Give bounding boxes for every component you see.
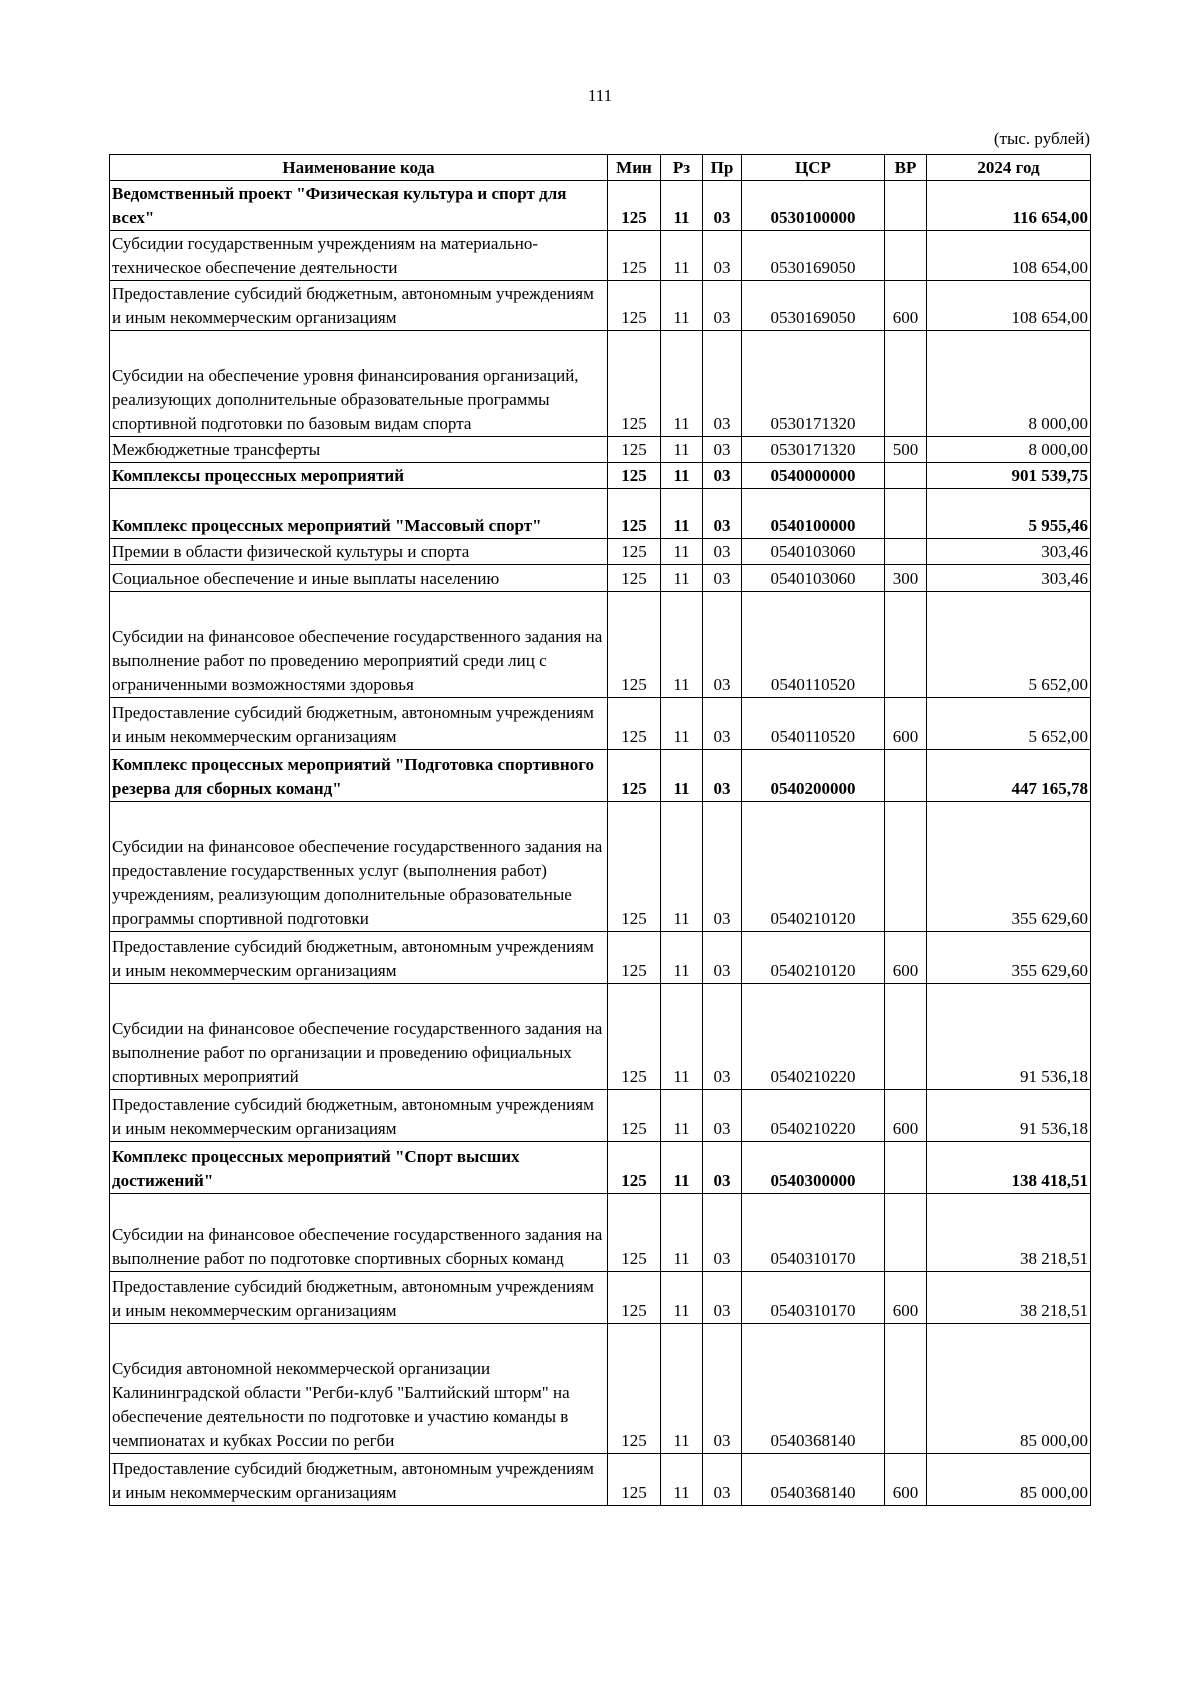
cell-rz: 11 xyxy=(661,539,703,565)
cell-sum: 355 629,60 xyxy=(927,802,1091,932)
header-name: Наименование кода xyxy=(110,155,608,181)
cell-rz: 11 xyxy=(661,231,703,281)
cell-pr: 03 xyxy=(703,539,742,565)
cell-csr: 0530171320 xyxy=(742,331,885,437)
table-row xyxy=(110,1454,1091,1506)
cell-pr: 03 xyxy=(703,331,742,437)
cell-min: 125 xyxy=(608,281,661,331)
table-row xyxy=(110,281,1091,331)
cell-pr: 03 xyxy=(703,1324,742,1454)
cell-min: 125 xyxy=(608,1142,661,1194)
table-row xyxy=(110,750,1091,802)
cell-csr: 0530169050 xyxy=(742,231,885,281)
cell-name: Субсидии на обеспечение уровня финансирования организаций, реализующих дополнительные образовательные программы спортивной подготовки по базовым видам спорта xyxy=(110,331,608,437)
cell-sum: 91 536,18 xyxy=(927,984,1091,1090)
cell-rz: 11 xyxy=(661,331,703,437)
table-row xyxy=(110,698,1091,750)
cell-name: Комплекс процессных мероприятий "Массовый спорт" xyxy=(110,489,608,539)
cell-csr: 0540310170 xyxy=(742,1194,885,1272)
cell-pr: 03 xyxy=(703,437,742,463)
units-label: (тыс. рублей) xyxy=(993,129,1090,148)
cell-sum: 901 539,75 xyxy=(927,463,1091,489)
cell-csr: 0540110520 xyxy=(742,592,885,698)
cell-pr: 03 xyxy=(703,1142,742,1194)
cell-name: Межбюджетные трансферты xyxy=(110,437,608,463)
cell-name: Предоставление субсидий бюджетным, автономным учреждениям и иным некоммерческим организациям xyxy=(110,1272,608,1324)
header-sum: 2024 год xyxy=(927,155,1091,181)
cell-min: 125 xyxy=(608,1324,661,1454)
cell-pr: 03 xyxy=(703,181,742,231)
cell-vr xyxy=(885,984,927,1090)
cell-pr: 03 xyxy=(703,984,742,1090)
cell-vr xyxy=(885,1142,927,1194)
table-row xyxy=(110,592,1091,698)
cell-name: Субсидии на финансовое обеспечение государственного задания на выполнение работ по проведению мероприятий среди лиц с ограниченными возможностями здоровья xyxy=(110,592,608,698)
cell-sum: 5 955,46 xyxy=(927,489,1091,539)
cell-csr: 0540368140 xyxy=(742,1324,885,1454)
page-number: 111 xyxy=(587,86,613,105)
cell-sum: 116 654,00 xyxy=(927,181,1091,231)
cell-vr xyxy=(885,750,927,802)
cell-csr: 0540210220 xyxy=(742,984,885,1090)
cell-sum: 5 652,00 xyxy=(927,698,1091,750)
cell-pr: 03 xyxy=(703,592,742,698)
cell-rz: 11 xyxy=(661,281,703,331)
table-row xyxy=(110,565,1091,592)
cell-sum: 108 654,00 xyxy=(927,231,1091,281)
cell-csr: 0540300000 xyxy=(742,1142,885,1194)
header-csr: ЦСР xyxy=(742,155,885,181)
cell-name: Предоставление субсидий бюджетным, автономным учреждениям и иным некоммерческим организациям xyxy=(110,1454,608,1506)
cell-sum: 138 418,51 xyxy=(927,1142,1091,1194)
cell-pr: 03 xyxy=(703,281,742,331)
cell-min: 125 xyxy=(608,592,661,698)
cell-vr xyxy=(885,181,927,231)
cell-pr: 03 xyxy=(703,489,742,539)
table-row xyxy=(110,1142,1091,1194)
cell-sum: 38 218,51 xyxy=(927,1194,1091,1272)
cell-csr: 0540000000 xyxy=(742,463,885,489)
cell-csr: 0540100000 xyxy=(742,489,885,539)
cell-rz: 11 xyxy=(661,1324,703,1454)
cell-min: 125 xyxy=(608,1272,661,1324)
cell-sum: 303,46 xyxy=(927,539,1091,565)
cell-rz: 11 xyxy=(661,932,703,984)
cell-rz: 11 xyxy=(661,1142,703,1194)
cell-sum: 91 536,18 xyxy=(927,1090,1091,1142)
cell-rz: 11 xyxy=(661,1090,703,1142)
cell-min: 125 xyxy=(608,750,661,802)
cell-min: 125 xyxy=(608,802,661,932)
cell-rz: 11 xyxy=(661,437,703,463)
cell-sum: 85 000,00 xyxy=(927,1454,1091,1506)
cell-name: Предоставление субсидий бюджетным, автономным учреждениям и иным некоммерческим организациям xyxy=(110,698,608,750)
table-header-row xyxy=(110,155,1091,181)
table-row xyxy=(110,489,1091,539)
table-row xyxy=(110,984,1091,1090)
cell-min: 125 xyxy=(608,1194,661,1272)
cell-min: 125 xyxy=(608,181,661,231)
cell-name: Субсидия автономной некоммерческой организации Калининградской области "Регби-клуб "Балтийский шторм" на обеспечение деятельности по подготовке и участию команды в чемпионатах и кубках России по регби xyxy=(110,1324,608,1454)
cell-vr xyxy=(885,331,927,437)
table-row xyxy=(110,231,1091,281)
cell-name: Ведомственный проект "Физическая культура и спорт для всех" xyxy=(110,181,608,231)
header-min: Мин xyxy=(608,155,661,181)
cell-csr: 0530169050 xyxy=(742,281,885,331)
cell-min: 125 xyxy=(608,331,661,437)
cell-name: Комплекс процессных мероприятий "Подготовка спортивного резерва для сборных команд" xyxy=(110,750,608,802)
cell-rz: 11 xyxy=(661,565,703,592)
cell-vr xyxy=(885,1194,927,1272)
cell-csr: 0540210220 xyxy=(742,1090,885,1142)
table-row xyxy=(110,181,1091,231)
cell-min: 125 xyxy=(608,565,661,592)
cell-sum: 108 654,00 xyxy=(927,281,1091,331)
cell-csr: 0540210120 xyxy=(742,802,885,932)
cell-vr: 600 xyxy=(885,1454,927,1506)
cell-pr: 03 xyxy=(703,932,742,984)
cell-sum: 303,46 xyxy=(927,565,1091,592)
cell-vr xyxy=(885,1324,927,1454)
cell-sum: 355 629,60 xyxy=(927,932,1091,984)
cell-vr: 600 xyxy=(885,698,927,750)
cell-name: Субсидии государственным учреждениям на материально-техническое обеспечение деятельности xyxy=(110,231,608,281)
cell-min: 125 xyxy=(608,1454,661,1506)
cell-rz: 11 xyxy=(661,592,703,698)
cell-csr: 0540103060 xyxy=(742,539,885,565)
cell-vr: 600 xyxy=(885,932,927,984)
cell-name: Предоставление субсидий бюджетным, автономным учреждениям и иным некоммерческим организациям xyxy=(110,932,608,984)
cell-rz: 11 xyxy=(661,463,703,489)
cell-pr: 03 xyxy=(703,231,742,281)
cell-rz: 11 xyxy=(661,1194,703,1272)
cell-min: 125 xyxy=(608,539,661,565)
header-pr: Пр xyxy=(703,155,742,181)
cell-vr xyxy=(885,539,927,565)
cell-vr: 600 xyxy=(885,1272,927,1324)
cell-vr xyxy=(885,231,927,281)
cell-csr: 0530100000 xyxy=(742,181,885,231)
cell-pr: 03 xyxy=(703,463,742,489)
cell-pr: 03 xyxy=(703,1272,742,1324)
cell-vr: 500 xyxy=(885,437,927,463)
cell-min: 125 xyxy=(608,231,661,281)
cell-csr: 0540200000 xyxy=(742,750,885,802)
table-row xyxy=(110,463,1091,489)
cell-pr: 03 xyxy=(703,750,742,802)
cell-name: Комплексы процессных мероприятий xyxy=(110,463,608,489)
table-row xyxy=(110,331,1091,437)
cell-sum: 5 652,00 xyxy=(927,592,1091,698)
cell-vr: 300 xyxy=(885,565,927,592)
cell-csr: 0540368140 xyxy=(742,1454,885,1506)
cell-sum: 8 000,00 xyxy=(927,437,1091,463)
cell-name: Социальное обеспечение и иные выплаты населению xyxy=(110,565,608,592)
cell-csr: 0530171320 xyxy=(742,437,885,463)
cell-name: Субсидии на финансовое обеспечение государственного задания на выполнение работ по подготовке спортивных сборных команд xyxy=(110,1194,608,1272)
cell-name: Субсидии на финансовое обеспечение государственного задания на выполнение работ по организации и проведению официальных спортивных мероприятий xyxy=(110,984,608,1090)
cell-vr xyxy=(885,463,927,489)
table-row xyxy=(110,802,1091,932)
cell-name: Предоставление субсидий бюджетным, автономным учреждениям и иным некоммерческим организациям xyxy=(110,1090,608,1142)
cell-pr: 03 xyxy=(703,802,742,932)
cell-vr xyxy=(885,592,927,698)
cell-pr: 03 xyxy=(703,1454,742,1506)
cell-min: 125 xyxy=(608,463,661,489)
cell-min: 125 xyxy=(608,932,661,984)
header-rz: Рз xyxy=(661,155,703,181)
cell-min: 125 xyxy=(608,437,661,463)
cell-vr: 600 xyxy=(885,1090,927,1142)
cell-rz: 11 xyxy=(661,1272,703,1324)
cell-csr: 0540210120 xyxy=(742,932,885,984)
cell-min: 125 xyxy=(608,698,661,750)
table-row xyxy=(110,437,1091,463)
cell-vr xyxy=(885,489,927,539)
cell-pr: 03 xyxy=(703,698,742,750)
cell-name: Предоставление субсидий бюджетным, автономным учреждениям и иным некоммерческим организациям xyxy=(110,281,608,331)
table-row xyxy=(110,1194,1091,1272)
cell-pr: 03 xyxy=(703,1090,742,1142)
cell-pr: 03 xyxy=(703,1194,742,1272)
cell-vr xyxy=(885,802,927,932)
cell-name: Комплекс процессных мероприятий "Спорт высших достижений" xyxy=(110,1142,608,1194)
cell-sum: 85 000,00 xyxy=(927,1324,1091,1454)
cell-rz: 11 xyxy=(661,698,703,750)
table-row xyxy=(110,1090,1091,1142)
cell-csr: 0540310170 xyxy=(742,1272,885,1324)
cell-sum: 8 000,00 xyxy=(927,331,1091,437)
cell-min: 125 xyxy=(608,1090,661,1142)
cell-name: Премии в области физической культуры и спорта xyxy=(110,539,608,565)
cell-rz: 11 xyxy=(661,984,703,1090)
table-row xyxy=(110,539,1091,565)
table-row xyxy=(110,932,1091,984)
cell-rz: 11 xyxy=(661,802,703,932)
cell-min: 125 xyxy=(608,489,661,539)
cell-pr: 03 xyxy=(703,565,742,592)
cell-csr: 0540103060 xyxy=(742,565,885,592)
cell-vr: 600 xyxy=(885,281,927,331)
cell-rz: 11 xyxy=(661,1454,703,1506)
cell-sum: 38 218,51 xyxy=(927,1272,1091,1324)
cell-rz: 11 xyxy=(661,489,703,539)
cell-sum: 447 165,78 xyxy=(927,750,1091,802)
budget-table xyxy=(109,154,1091,1506)
cell-rz: 11 xyxy=(661,181,703,231)
header-vr: ВР xyxy=(885,155,927,181)
cell-rz: 11 xyxy=(661,750,703,802)
cell-name: Субсидии на финансовое обеспечение государственного задания на предоставление государственных услуг (выполнения работ) учреждениям, реализующим дополнительные образовательные программы спортивной подготовки xyxy=(110,802,608,932)
table-row xyxy=(110,1272,1091,1324)
cell-csr: 0540110520 xyxy=(742,698,885,750)
table-row xyxy=(110,1324,1091,1454)
cell-min: 125 xyxy=(608,984,661,1090)
